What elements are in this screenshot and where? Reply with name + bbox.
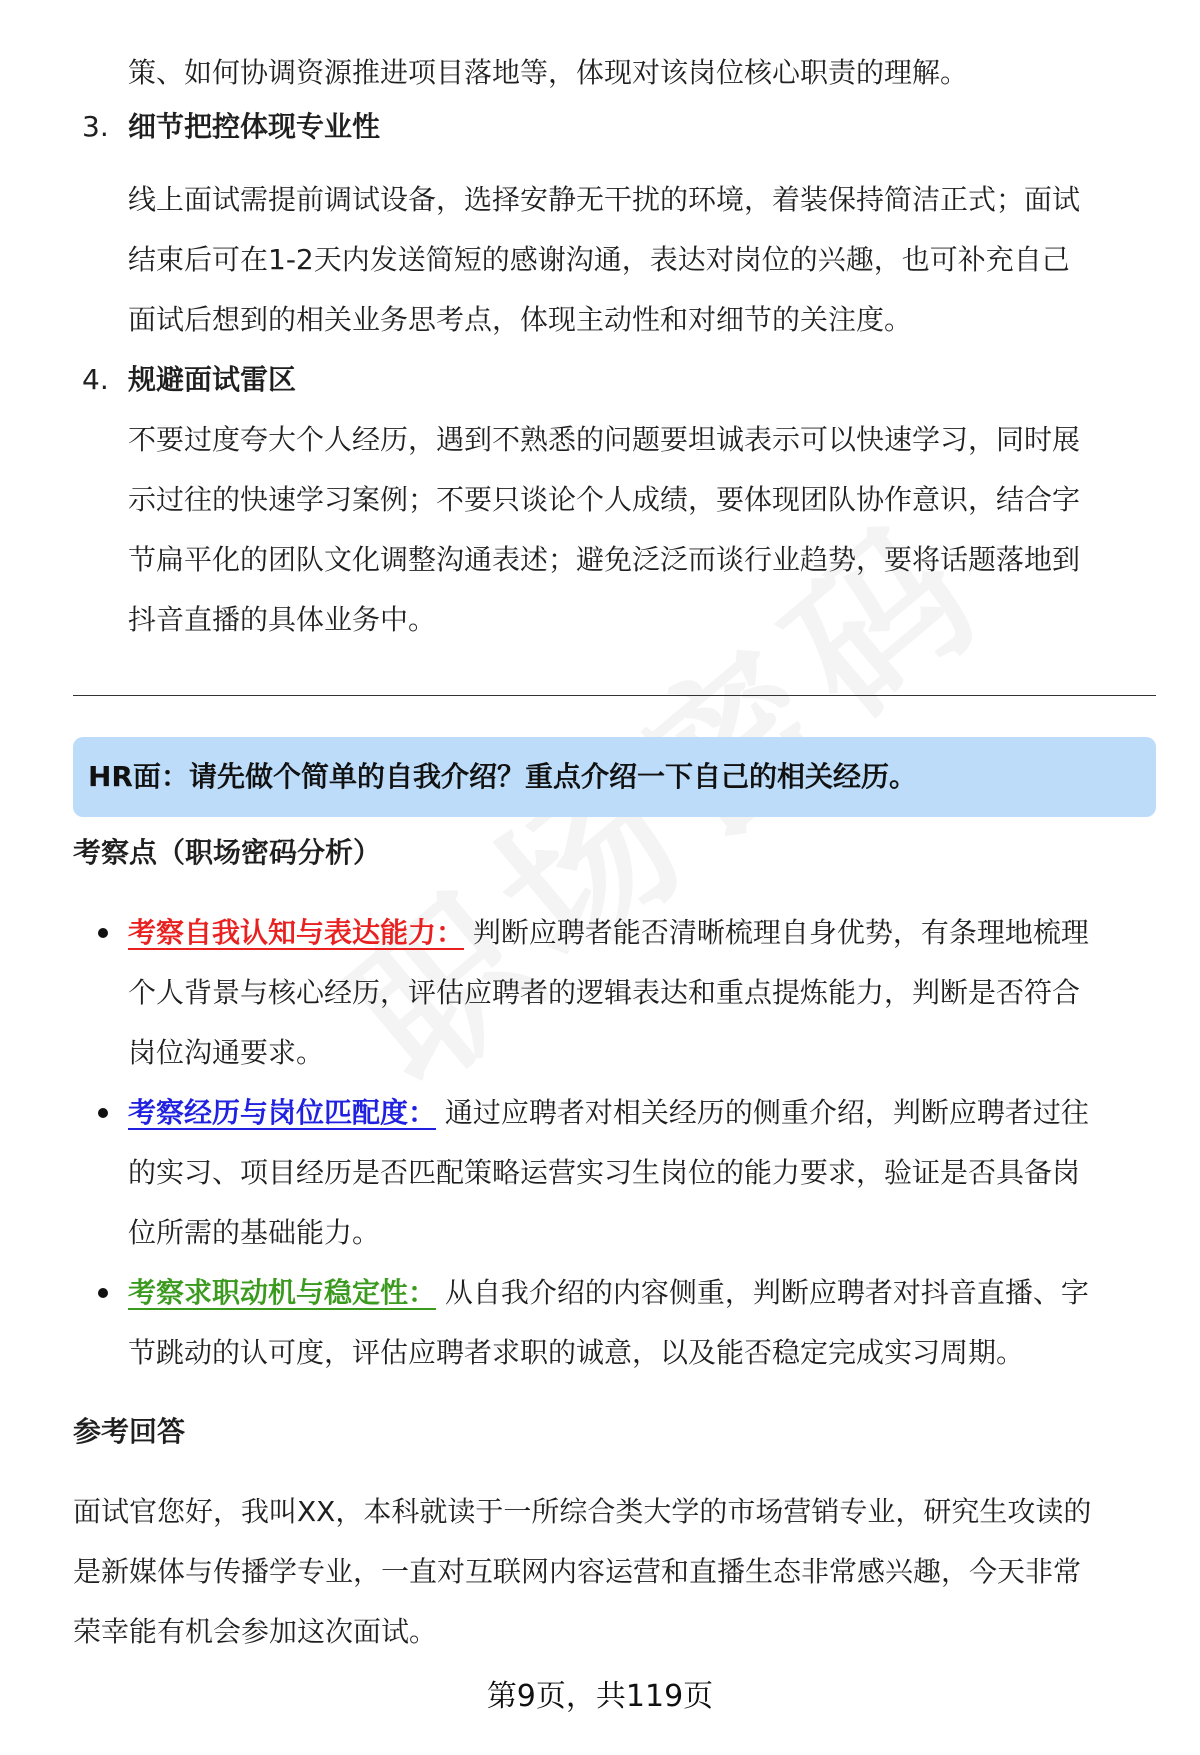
bullet-3-label: 考察求职动机与稳定性： xyxy=(128,1276,437,1309)
bullet-1-line-2: 个人背景与核心经历，评估应聘者的逻辑表达和重点提炼能力，判断是否符合 xyxy=(128,976,1081,1009)
bullet-3-text: 从自我介绍的内容侧重，判断应聘者对抖音直播、字 xyxy=(444,1276,1089,1309)
bullet-1-text: 判断应聘者能否清晰梳理自身优势，有条理地梳理 xyxy=(472,916,1089,949)
tip-4-title: 规避面试雷区 xyxy=(128,363,297,396)
answer-line-2: 是新媒体与传播学专业，一直对互联网内容运营和直播生态非常感兴趣，今天非常 xyxy=(73,1555,1082,1588)
tip-3-title: 细节把控体现专业性 xyxy=(128,110,381,143)
answer-line-1: 面试官您好，我叫XX，本科就读于一所综合类大学的市场营销专业，研究生攻读的 xyxy=(73,1495,1092,1528)
tip-3-heading xyxy=(82,97,380,157)
bullet-2-line-2: 的实习、项目经历是否匹配策略运营实习生岗位的能力要求，验证是否具备岗 xyxy=(128,1156,1081,1189)
bullet-1-line-3: 岗位沟通要求。 xyxy=(128,1036,325,1069)
bullet-3-first-line xyxy=(128,1263,1160,1323)
tip-4-number: 4. xyxy=(82,363,109,396)
bullet-2-first-line xyxy=(128,1083,1160,1143)
tip-4-line-1: 不要过度夸大个人经历，遇到不熟悉的问题要坦诚表示可以快速学习，同时展 xyxy=(128,423,1081,456)
question-text: HR面：请先做个简单的自我介绍？重点介绍一下自己的相关经历。 xyxy=(88,760,917,793)
bullet-dot xyxy=(98,928,108,938)
tip-4-line-2: 示过往的快速学习案例；不要只谈论个人成绩，要体现团队协作意识，结合字 xyxy=(128,483,1081,516)
bullet-1-label: 考察自我认知与表达能力： xyxy=(128,916,465,949)
tip-4-heading xyxy=(82,350,296,410)
tip-3-number: 3. xyxy=(82,110,109,143)
bullet-dot xyxy=(98,1108,108,1118)
bullet-1-first-line xyxy=(128,903,1160,963)
answer-heading: 参考回答 xyxy=(73,1415,186,1448)
page-footer: 第9页，共119页 xyxy=(486,1679,714,1714)
intro-tail-text: 策、如何协调资源推进项目落地等，体现对该岗位核心职责的理解。 xyxy=(128,56,969,89)
bullet-2-label: 考察经历与岗位匹配度： xyxy=(128,1096,437,1129)
tip-3-line-3: 面试后想到的相关业务思考点，体现主动性和对细节的关注度。 xyxy=(128,303,913,336)
answer-line-3: 荣幸能有机会参加这次面试。 xyxy=(73,1615,438,1648)
tip-3-line-1: 线上面试需提前调试设备，选择安静无干扰的环境，着装保持简洁正式；面试 xyxy=(128,183,1081,216)
bullet-3-line-2: 节跳动的认可度，评估应聘者求职的诚意，以及能否稳定完成实习周期。 xyxy=(128,1336,1025,1369)
bullet-dot xyxy=(98,1288,108,1298)
tip-4-line-4: 抖音直播的具体业务中。 xyxy=(128,603,437,636)
tip-3-line-2: 结束后可在1-2天内发送简短的感谢沟通，表达对岗位的兴趣，也可补充自己 xyxy=(128,243,1070,276)
question-box xyxy=(73,737,1156,817)
analysis-heading: 考察点（职场密码分析） xyxy=(73,836,382,869)
bullet-2-text: 通过应聘者对相关经历的侧重介绍，判断应聘者过往 xyxy=(444,1096,1089,1129)
section-divider xyxy=(73,695,1156,696)
tip-4-line-3: 节扁平化的团队文化调整沟通表述；避免泛泛而谈行业趋势，要将话题落地到 xyxy=(128,543,1081,576)
bullet-2-line-3: 位所需的基础能力。 xyxy=(128,1216,381,1249)
